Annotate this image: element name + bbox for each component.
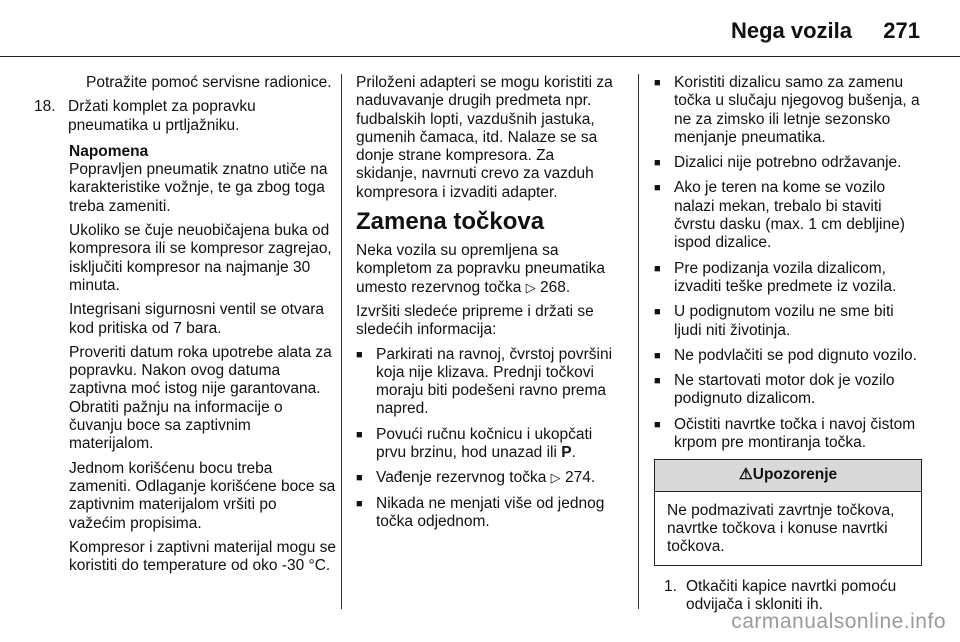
- list-item: [356, 426, 618, 463]
- step-number: 1.: [664, 577, 677, 595]
- page-reference[interactable]: 274.: [564, 469, 596, 487]
- watermark: carmanualsonline.info: [731, 610, 946, 633]
- list-text: [376, 426, 618, 463]
- warning-title: Upozorenje: [752, 466, 838, 484]
- bullet-icon: ■: [654, 375, 661, 388]
- list-item: [654, 416, 922, 453]
- list-text: Pre podizanja vozila dizalicom, izvaditi teške predmete iz vozila.: [674, 259, 897, 295]
- page-number: 271: [883, 18, 920, 43]
- gear-p-label: P: [561, 444, 572, 462]
- list-text: Očistiti navrtke točka i navoj čistom krpom pre montiranja točka.: [674, 415, 916, 452]
- note-paragraph: Integrisani sigurnosni ventil se otvara kod pritiska od 7 bara.: [69, 301, 325, 337]
- column-middle: [356, 74, 618, 538]
- list-item: [654, 303, 922, 340]
- header-rule: [0, 56, 960, 57]
- note-paragraph: Proveriti datum roka upotrebe alata za popravku. Nakon ovog datuma zaptivna moć istog nije garantovana. Obratiti pažnju na informacije o čuvanju boce sa zaptivnim materijalom.: [69, 343, 332, 453]
- note-paragraph: Jednom korišćenu bocu treba zameniti. Odlaganje korišćene boce sa zaptivnim materijalom vršiti po važećim propisima.: [69, 459, 336, 532]
- note-paragraph: Popravljen pneumatik znatno utiče na karakteristike vožnje, te ga zbog toga treba zameniti.: [69, 161, 328, 215]
- list-item: [654, 154, 922, 172]
- text: Povući ručnu kočnicu i ukopčati prvu brzinu, hod unazad ili: [376, 425, 593, 462]
- step-text: Otkačiti kapice navrtki pomoću odvijača i skloniti ih.: [686, 577, 897, 613]
- text: .: [571, 444, 576, 462]
- bullet-icon: ■: [356, 472, 363, 485]
- list-item: [356, 469, 618, 487]
- note-title: Napomena: [69, 142, 149, 160]
- column-right: [654, 74, 922, 614]
- warning-box: [654, 459, 922, 565]
- list-text: Parkirati na ravnoj, čvrstoj površini koja nije klizava. Prednji točkovi moraju biti podešeni ravno prema napred.: [376, 345, 613, 418]
- column-left: [34, 74, 337, 581]
- bullet-icon: ■: [356, 348, 363, 361]
- page-reference[interactable]: 268.: [540, 278, 571, 296]
- warning-text: Ne podmazivati zavrtnje točkova, navrtke točkova i konuse navrtki točkova.: [667, 501, 895, 556]
- list-text: Ne startovati motor dok je vozilo podignuto dizalicom.: [674, 372, 895, 408]
- list-text: Nikada ne menjati više od jednog točka odjednom.: [376, 494, 605, 530]
- list-item: [654, 74, 922, 147]
- section-title: Nega vozila: [730, 18, 852, 43]
- paragraph: Izvršiti sledeće pripreme i držati se sledećih informacija:: [356, 302, 594, 339]
- warning-header: [655, 460, 921, 491]
- list-text: U podignutom vozilu ne sme biti ljudi niti životinja.: [674, 303, 894, 339]
- list-text: Dizalici nije potrebno održavanje.: [674, 154, 902, 172]
- reference-arrow-icon: ▷: [550, 470, 561, 486]
- column-divider: [638, 74, 639, 609]
- bullet-icon: ■: [654, 262, 661, 275]
- list-item: [654, 372, 922, 409]
- list-item-18: [34, 98, 337, 135]
- list-text: Ako je teren na kome se vozilo nalazi mekan, trebalo bi staviti čvrstu dasku (max. 1 cm debljine) ispod dizalice.: [674, 179, 905, 252]
- list-text: [376, 469, 595, 487]
- list-item: [654, 347, 922, 365]
- list-item: [356, 495, 618, 532]
- list-number: 18.: [34, 98, 56, 116]
- list-item: [654, 260, 922, 297]
- text: Vađenje rezervnog točka: [376, 469, 547, 487]
- note-paragraph: Kompresor i zaptivni materijal mogu se koristiti do temperature od oko -30 °C.: [69, 538, 337, 575]
- column-divider: [341, 74, 342, 609]
- page-header: [0, 0, 960, 56]
- list-text: Ne podvlačiti se pod dignuto vozilo.: [674, 346, 917, 364]
- list-item: [356, 346, 618, 419]
- bullet-icon: ■: [654, 349, 661, 362]
- warning-triangle-icon: ⚠: [738, 466, 753, 484]
- bullet-icon: ■: [654, 306, 661, 319]
- list-text: Držati komplet za popravku pneumatika u prtljažniku.: [68, 98, 256, 134]
- bullet-icon: ■: [356, 497, 363, 510]
- paragraph: [356, 242, 618, 297]
- section-heading: Zamena točkova: [356, 208, 545, 236]
- list-text: Koristiti dizalicu samo za zamenu točka u slučaju njegovog bušenja, a ne za zimsko ili letnje sezonsko menjanje pneumatika.: [674, 74, 920, 146]
- note-paragraph: Ukoliko se čuje neuobičajena buka od kompresora ili se kompresor zagrejao, isključiti kompresor na najmanje 30 minuta.: [69, 222, 332, 294]
- list-item: [654, 179, 922, 252]
- bullet-icon: ■: [654, 157, 661, 170]
- bullet-icon: ■: [654, 77, 661, 89]
- bullet-icon: ■: [356, 428, 363, 441]
- step-1: [664, 578, 922, 615]
- text: Neka vozila su opremljena sa kompletom za popravku pneumatika umesto rezervnog točka: [356, 242, 605, 296]
- paragraph: Priloženi adapteri se mogu koristiti za naduvavanje drugih predmeta npr. fudbalskih lopti, vazdušnih jastuka, gumenih čamaca, itd. Nalaze se sa donje strane kompresora. Za skidanje, navrnuti crevo za vazduh kompresora i izvaditi adapter.: [356, 74, 613, 201]
- bullet-icon: ■: [654, 182, 661, 195]
- list-continuation: Potražite pomoć servisne radionice.: [86, 74, 332, 91]
- reference-arrow-icon: ▷: [525, 279, 536, 295]
- bullet-icon: ■: [654, 418, 661, 431]
